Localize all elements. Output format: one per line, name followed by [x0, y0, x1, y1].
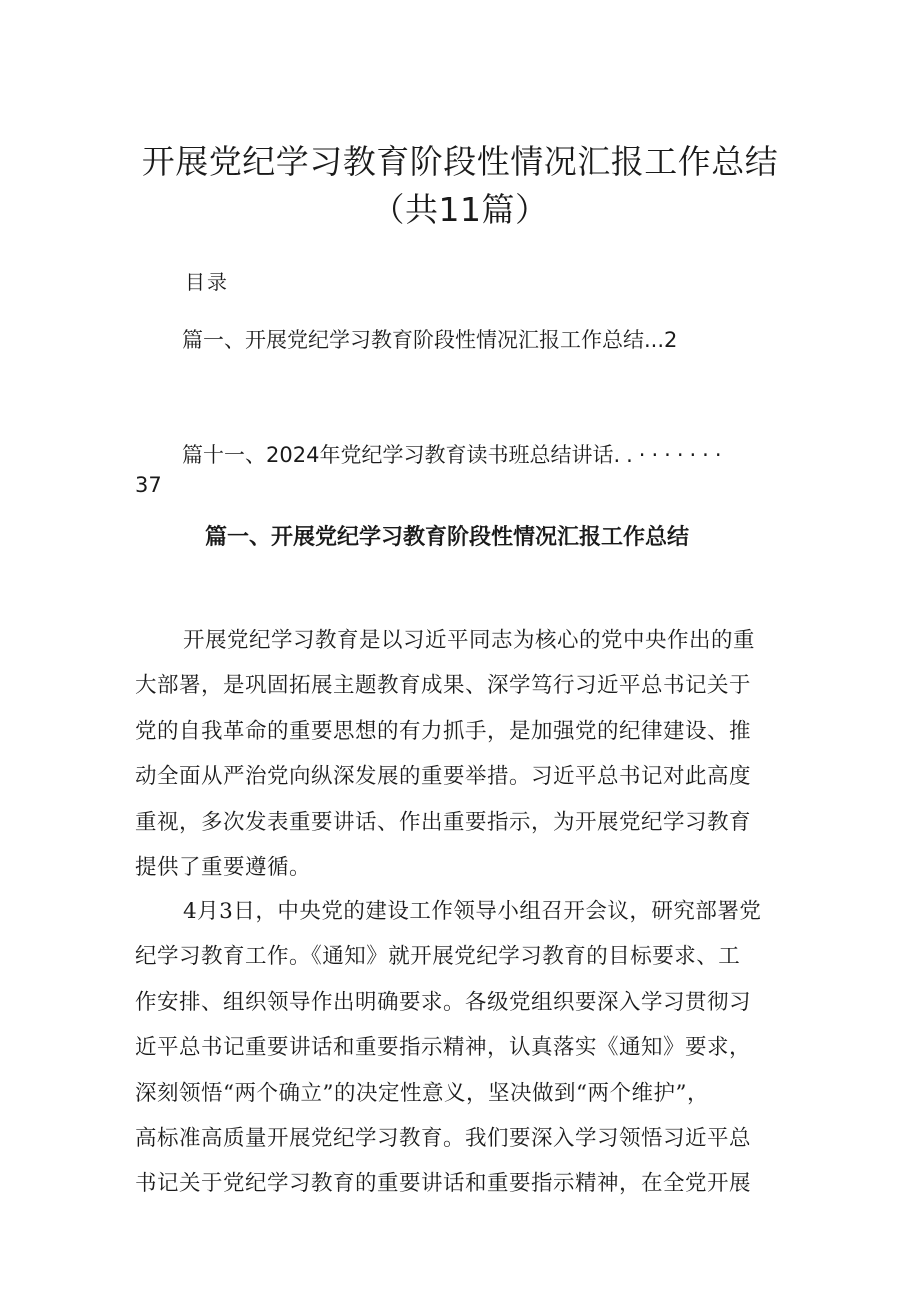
section-title: 篇一、开展党纪学习教育阶段性情况汇报工作总结: [205, 525, 690, 550]
body-paragraph-1: [135, 618, 787, 890]
body-paragraph-2: [135, 889, 787, 1207]
toc-entry-label: 篇十一、2024年党纪学习教育读书班总结讲话: [182, 443, 614, 467]
toc-entry-leader: ...: [644, 328, 665, 352]
paragraph-line: 重视，多次发表重要讲话、作出重要指示，为开展党纪学习教育: [135, 809, 752, 835]
paragraph-line: 高标准高质量开展党纪学习教育。我们要深入学习领悟习近平总: [135, 1126, 752, 1152]
toc-entry-11[interactable]: [182, 440, 728, 470]
paragraph-line: 书记关于党纪学习教育的重要讲话和重要指示精神，在全党开展: [135, 1171, 752, 1197]
paragraph-line: 党的自我革命的重要思想的有力抓手，是加强党的纪律建设、推: [135, 718, 752, 744]
document-title: 开展党纪学习教育阶段性情况汇报工作总结（共11篇）: [141, 142, 779, 229]
paragraph-line: 提供了重要遵循。: [135, 855, 312, 881]
paragraph-line: 作安排、组织领导作出明确要求。各级党组织要深入学习贯彻习: [135, 989, 752, 1015]
toc-heading: 目录: [185, 270, 229, 294]
toc-entry-label: 篇一、开展党纪学习教育阶段性情况汇报工作总结: [182, 328, 644, 352]
paragraph-line: 4月3日，中央党的建设工作领导小组召开会议，研究部署党: [183, 899, 762, 924]
paragraph-line: 纪学习教育工作。《通知》就开展党纪学习教育的目标要求、工: [135, 944, 741, 970]
toc-entry-leader: ..·······: [613, 443, 728, 467]
toc-entry-1[interactable]: [182, 325, 677, 355]
paragraph-line: 动全面从严治党向纵深发展的重要举措。习近平总书记对此高度: [135, 764, 752, 790]
toc-entry-page: 2: [664, 328, 678, 352]
toc-entry-11-page: 37: [135, 473, 162, 497]
paragraph-line: 开展党纪学习教育是以习近平同志为核心的党中央作出的重: [183, 628, 756, 653]
paragraph-line: 大部署，是巩固拓展主题教育成果、深学笃行习近平总书记关于: [135, 673, 752, 699]
paragraph-line: 深刻领悟“两个确立”的决定性意义，坚决做到“两个维护”，: [135, 1080, 709, 1106]
paragraph-line: 近平总书记重要讲话和重要指示精神，认真落实《通知》要求，: [135, 1035, 752, 1061]
